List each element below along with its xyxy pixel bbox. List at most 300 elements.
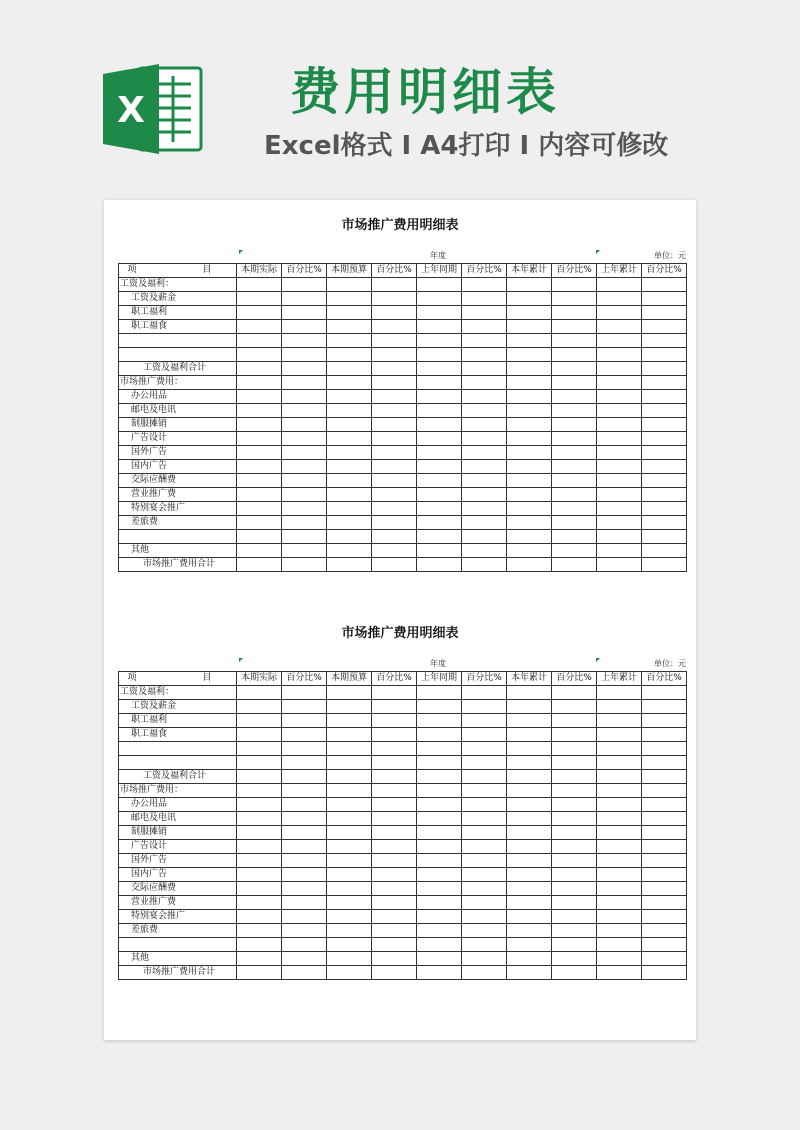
row-label-cell[interactable]: 工资及薪金: [119, 700, 237, 714]
value-cell[interactable]: [597, 826, 642, 840]
row-label-cell[interactable]: 特别宴会推广: [119, 910, 237, 924]
value-cell[interactable]: [372, 558, 417, 572]
value-cell[interactable]: [417, 686, 462, 700]
value-cell[interactable]: [237, 952, 282, 966]
value-cell[interactable]: [597, 812, 642, 826]
value-cell[interactable]: [552, 432, 597, 446]
column-header[interactable]: 百分比%: [462, 264, 507, 278]
value-cell[interactable]: [597, 292, 642, 306]
row-label-cell[interactable]: 特别宴会推广: [119, 502, 237, 516]
value-cell[interactable]: [642, 854, 687, 868]
value-cell[interactable]: [327, 376, 372, 390]
value-cell[interactable]: [417, 798, 462, 812]
value-cell[interactable]: [237, 882, 282, 896]
value-cell[interactable]: [507, 460, 552, 474]
value-cell[interactable]: [642, 700, 687, 714]
value-cell[interactable]: [237, 854, 282, 868]
value-cell[interactable]: [417, 362, 462, 376]
value-cell[interactable]: [417, 910, 462, 924]
value-cell[interactable]: [507, 362, 552, 376]
row-label-cell[interactable]: 办公用品: [119, 798, 237, 812]
column-header[interactable]: 本年累计: [507, 264, 552, 278]
value-cell[interactable]: [642, 530, 687, 544]
value-cell[interactable]: [282, 320, 327, 334]
row-label-cell[interactable]: 交际应酬费: [119, 882, 237, 896]
value-cell[interactable]: [237, 432, 282, 446]
value-cell[interactable]: [417, 516, 462, 530]
value-cell[interactable]: [597, 460, 642, 474]
value-cell[interactable]: [282, 728, 327, 742]
value-cell[interactable]: [327, 784, 372, 798]
value-cell[interactable]: [507, 840, 552, 854]
value-cell[interactable]: [417, 952, 462, 966]
row-label-cell[interactable]: [119, 530, 237, 544]
row-label-cell[interactable]: 市场推广费用：: [119, 784, 237, 798]
value-cell[interactable]: [327, 306, 372, 320]
value-cell[interactable]: [327, 502, 372, 516]
value-cell[interactable]: [237, 404, 282, 418]
value-cell[interactable]: [552, 278, 597, 292]
value-cell[interactable]: [372, 770, 417, 784]
value-cell[interactable]: [552, 812, 597, 826]
value-cell[interactable]: [372, 390, 417, 404]
value-cell[interactable]: [507, 882, 552, 896]
value-cell[interactable]: [282, 544, 327, 558]
row-label-cell[interactable]: [119, 756, 237, 770]
value-cell[interactable]: [327, 460, 372, 474]
value-cell[interactable]: [552, 910, 597, 924]
value-cell[interactable]: [327, 362, 372, 376]
value-cell[interactable]: [642, 292, 687, 306]
value-cell[interactable]: [327, 966, 372, 980]
row-label-cell[interactable]: 邮电及电讯: [119, 812, 237, 826]
value-cell[interactable]: [462, 558, 507, 572]
value-cell[interactable]: [552, 376, 597, 390]
value-cell[interactable]: [507, 306, 552, 320]
value-cell[interactable]: [372, 938, 417, 952]
value-cell[interactable]: [642, 488, 687, 502]
value-cell[interactable]: [327, 390, 372, 404]
value-cell[interactable]: [597, 306, 642, 320]
value-cell[interactable]: [507, 910, 552, 924]
row-label-cell[interactable]: 交际应酬费: [119, 474, 237, 488]
value-cell[interactable]: [327, 530, 372, 544]
column-header[interactable]: 百分比%: [462, 672, 507, 686]
value-cell[interactable]: [282, 516, 327, 530]
value-cell[interactable]: [462, 826, 507, 840]
value-cell[interactable]: [372, 530, 417, 544]
value-cell[interactable]: [642, 882, 687, 896]
value-cell[interactable]: [597, 516, 642, 530]
value-cell[interactable]: [372, 784, 417, 798]
value-cell[interactable]: [642, 952, 687, 966]
value-cell[interactable]: [552, 756, 597, 770]
value-cell[interactable]: [552, 882, 597, 896]
value-cell[interactable]: [462, 770, 507, 784]
value-cell[interactable]: [597, 938, 642, 952]
value-cell[interactable]: [597, 952, 642, 966]
value-cell[interactable]: [462, 966, 507, 980]
value-cell[interactable]: [507, 530, 552, 544]
value-cell[interactable]: [327, 558, 372, 572]
value-cell[interactable]: [372, 502, 417, 516]
value-cell[interactable]: [417, 334, 462, 348]
value-cell[interactable]: [642, 742, 687, 756]
value-cell[interactable]: [642, 502, 687, 516]
value-cell[interactable]: [462, 924, 507, 938]
value-cell[interactable]: [597, 376, 642, 390]
value-cell[interactable]: [597, 854, 642, 868]
value-cell[interactable]: [462, 700, 507, 714]
row-label-cell[interactable]: 工资及薪金: [119, 292, 237, 306]
value-cell[interactable]: [282, 334, 327, 348]
value-cell[interactable]: [507, 348, 552, 362]
row-label-cell[interactable]: 国内广告: [119, 868, 237, 882]
value-cell[interactable]: [462, 502, 507, 516]
value-cell[interactable]: [237, 544, 282, 558]
value-cell[interactable]: [552, 362, 597, 376]
value-cell[interactable]: [237, 714, 282, 728]
value-cell[interactable]: [327, 432, 372, 446]
row-label-cell[interactable]: 职工福食: [119, 320, 237, 334]
value-cell[interactable]: [507, 728, 552, 742]
value-cell[interactable]: [552, 686, 597, 700]
value-cell[interactable]: [462, 910, 507, 924]
column-header-item[interactable]: 项 目: [119, 264, 237, 278]
value-cell[interactable]: [417, 756, 462, 770]
value-cell[interactable]: [372, 278, 417, 292]
value-cell[interactable]: [597, 882, 642, 896]
value-cell[interactable]: [282, 460, 327, 474]
value-cell[interactable]: [507, 376, 552, 390]
value-cell[interactable]: [642, 798, 687, 812]
value-cell[interactable]: [417, 896, 462, 910]
value-cell[interactable]: [642, 868, 687, 882]
column-header[interactable]: 百分比%: [282, 264, 327, 278]
value-cell[interactable]: [642, 826, 687, 840]
value-cell[interactable]: [597, 714, 642, 728]
value-cell[interactable]: [507, 826, 552, 840]
value-cell[interactable]: [642, 896, 687, 910]
value-cell[interactable]: [417, 840, 462, 854]
value-cell[interactable]: [552, 952, 597, 966]
value-cell[interactable]: [282, 348, 327, 362]
value-cell[interactable]: [597, 348, 642, 362]
value-cell[interactable]: [597, 770, 642, 784]
row-label-cell[interactable]: 职工福食: [119, 728, 237, 742]
value-cell[interactable]: [282, 404, 327, 418]
value-cell[interactable]: [327, 728, 372, 742]
value-cell[interactable]: [642, 390, 687, 404]
value-cell[interactable]: [417, 728, 462, 742]
value-cell[interactable]: [597, 728, 642, 742]
value-cell[interactable]: [417, 882, 462, 896]
value-cell[interactable]: [417, 474, 462, 488]
value-cell[interactable]: [327, 756, 372, 770]
value-cell[interactable]: [642, 784, 687, 798]
value-cell[interactable]: [237, 530, 282, 544]
value-cell[interactable]: [462, 784, 507, 798]
value-cell[interactable]: [507, 966, 552, 980]
value-cell[interactable]: [552, 854, 597, 868]
value-cell[interactable]: [462, 882, 507, 896]
row-label-cell[interactable]: [119, 938, 237, 952]
value-cell[interactable]: [372, 418, 417, 432]
value-cell[interactable]: [237, 558, 282, 572]
row-label-cell[interactable]: 市场推广费用合计: [119, 558, 237, 572]
value-cell[interactable]: [552, 714, 597, 728]
value-cell[interactable]: [507, 502, 552, 516]
value-cell[interactable]: [642, 686, 687, 700]
value-cell[interactable]: [282, 558, 327, 572]
value-cell[interactable]: [372, 742, 417, 756]
value-cell[interactable]: [282, 446, 327, 460]
value-cell[interactable]: [462, 728, 507, 742]
value-cell[interactable]: [507, 770, 552, 784]
value-cell[interactable]: [237, 390, 282, 404]
value-cell[interactable]: [462, 686, 507, 700]
value-cell[interactable]: [327, 896, 372, 910]
value-cell[interactable]: [462, 952, 507, 966]
column-header-item[interactable]: 项 目: [119, 672, 237, 686]
value-cell[interactable]: [372, 756, 417, 770]
value-cell[interactable]: [507, 544, 552, 558]
value-cell[interactable]: [417, 854, 462, 868]
value-cell[interactable]: [552, 558, 597, 572]
value-cell[interactable]: [417, 278, 462, 292]
value-cell[interactable]: [462, 488, 507, 502]
value-cell[interactable]: [282, 854, 327, 868]
value-cell[interactable]: [552, 516, 597, 530]
value-cell[interactable]: [237, 474, 282, 488]
row-label-cell[interactable]: 工资及福利：: [119, 686, 237, 700]
value-cell[interactable]: [597, 742, 642, 756]
value-cell[interactable]: [237, 784, 282, 798]
value-cell[interactable]: [462, 530, 507, 544]
value-cell[interactable]: [372, 798, 417, 812]
value-cell[interactable]: [327, 488, 372, 502]
value-cell[interactable]: [597, 418, 642, 432]
value-cell[interactable]: [372, 446, 417, 460]
value-cell[interactable]: [237, 938, 282, 952]
value-cell[interactable]: [372, 362, 417, 376]
value-cell[interactable]: [282, 292, 327, 306]
value-cell[interactable]: [372, 306, 417, 320]
value-cell[interactable]: [462, 390, 507, 404]
value-cell[interactable]: [417, 320, 462, 334]
value-cell[interactable]: [417, 938, 462, 952]
value-cell[interactable]: [507, 938, 552, 952]
value-cell[interactable]: [642, 432, 687, 446]
value-cell[interactable]: [237, 840, 282, 854]
value-cell[interactable]: [642, 362, 687, 376]
value-cell[interactable]: [327, 826, 372, 840]
value-cell[interactable]: [642, 446, 687, 460]
value-cell[interactable]: [552, 488, 597, 502]
value-cell[interactable]: [462, 320, 507, 334]
value-cell[interactable]: [552, 446, 597, 460]
value-cell[interactable]: [417, 530, 462, 544]
value-cell[interactable]: [282, 882, 327, 896]
row-label-cell[interactable]: 国内广告: [119, 460, 237, 474]
value-cell[interactable]: [507, 320, 552, 334]
value-cell[interactable]: [597, 404, 642, 418]
value-cell[interactable]: [642, 376, 687, 390]
value-cell[interactable]: [282, 474, 327, 488]
value-cell[interactable]: [507, 896, 552, 910]
value-cell[interactable]: [507, 784, 552, 798]
value-cell[interactable]: [282, 798, 327, 812]
value-cell[interactable]: [462, 516, 507, 530]
value-cell[interactable]: [237, 826, 282, 840]
value-cell[interactable]: [327, 910, 372, 924]
value-cell[interactable]: [507, 446, 552, 460]
value-cell[interactable]: [552, 530, 597, 544]
row-label-cell[interactable]: 国外广告: [119, 446, 237, 460]
row-label-cell[interactable]: [119, 742, 237, 756]
value-cell[interactable]: [552, 390, 597, 404]
value-cell[interactable]: [282, 742, 327, 756]
value-cell[interactable]: [462, 460, 507, 474]
value-cell[interactable]: [507, 418, 552, 432]
value-cell[interactable]: [372, 854, 417, 868]
value-cell[interactable]: [552, 826, 597, 840]
value-cell[interactable]: [507, 714, 552, 728]
column-header[interactable]: 百分比%: [642, 672, 687, 686]
value-cell[interactable]: [327, 938, 372, 952]
value-cell[interactable]: [552, 544, 597, 558]
row-label-cell[interactable]: 职工福利: [119, 714, 237, 728]
row-label-cell[interactable]: 工资及福利合计: [119, 362, 237, 376]
value-cell[interactable]: [237, 278, 282, 292]
value-cell[interactable]: [372, 868, 417, 882]
value-cell[interactable]: [282, 756, 327, 770]
value-cell[interactable]: [282, 868, 327, 882]
value-cell[interactable]: [507, 404, 552, 418]
value-cell[interactable]: [417, 446, 462, 460]
value-cell[interactable]: [642, 278, 687, 292]
value-cell[interactable]: [237, 348, 282, 362]
value-cell[interactable]: [372, 334, 417, 348]
value-cell[interactable]: [327, 516, 372, 530]
value-cell[interactable]: [597, 446, 642, 460]
value-cell[interactable]: [417, 292, 462, 306]
value-cell[interactable]: [327, 446, 372, 460]
value-cell[interactable]: [552, 784, 597, 798]
value-cell[interactable]: [372, 840, 417, 854]
value-cell[interactable]: [597, 756, 642, 770]
value-cell[interactable]: [237, 798, 282, 812]
value-cell[interactable]: [282, 418, 327, 432]
value-cell[interactable]: [282, 714, 327, 728]
value-cell[interactable]: [237, 292, 282, 306]
value-cell[interactable]: [597, 488, 642, 502]
value-cell[interactable]: [552, 348, 597, 362]
value-cell[interactable]: [417, 558, 462, 572]
value-cell[interactable]: [417, 432, 462, 446]
value-cell[interactable]: [552, 868, 597, 882]
value-cell[interactable]: [327, 770, 372, 784]
value-cell[interactable]: [507, 390, 552, 404]
column-header[interactable]: 本期预算: [327, 264, 372, 278]
value-cell[interactable]: [282, 686, 327, 700]
value-cell[interactable]: [282, 376, 327, 390]
value-cell[interactable]: [642, 320, 687, 334]
value-cell[interactable]: [417, 924, 462, 938]
column-header[interactable]: 本期实际: [237, 672, 282, 686]
value-cell[interactable]: [327, 348, 372, 362]
value-cell[interactable]: [597, 686, 642, 700]
value-cell[interactable]: [462, 474, 507, 488]
value-cell[interactable]: [237, 376, 282, 390]
value-cell[interactable]: [552, 460, 597, 474]
value-cell[interactable]: [372, 376, 417, 390]
value-cell[interactable]: [462, 868, 507, 882]
value-cell[interactable]: [372, 952, 417, 966]
value-cell[interactable]: [597, 910, 642, 924]
value-cell[interactable]: [282, 502, 327, 516]
value-cell[interactable]: [597, 334, 642, 348]
value-cell[interactable]: [372, 544, 417, 558]
value-cell[interactable]: [642, 714, 687, 728]
value-cell[interactable]: [327, 812, 372, 826]
value-cell[interactable]: [642, 910, 687, 924]
value-cell[interactable]: [327, 882, 372, 896]
value-cell[interactable]: [597, 530, 642, 544]
value-cell[interactable]: [237, 334, 282, 348]
value-cell[interactable]: [282, 826, 327, 840]
value-cell[interactable]: [327, 686, 372, 700]
row-label-cell[interactable]: 差旅费: [119, 924, 237, 938]
value-cell[interactable]: [417, 826, 462, 840]
value-cell[interactable]: [552, 742, 597, 756]
value-cell[interactable]: [237, 306, 282, 320]
value-cell[interactable]: [462, 798, 507, 812]
value-cell[interactable]: [507, 334, 552, 348]
value-cell[interactable]: [642, 756, 687, 770]
value-cell[interactable]: [507, 558, 552, 572]
value-cell[interactable]: [417, 742, 462, 756]
value-cell[interactable]: [372, 910, 417, 924]
value-cell[interactable]: [237, 896, 282, 910]
row-label-cell[interactable]: 营业推广费: [119, 488, 237, 502]
value-cell[interactable]: [507, 812, 552, 826]
value-cell[interactable]: [417, 348, 462, 362]
row-label-cell[interactable]: 其他: [119, 544, 237, 558]
value-cell[interactable]: [372, 896, 417, 910]
value-cell[interactable]: [507, 432, 552, 446]
value-cell[interactable]: [372, 728, 417, 742]
value-cell[interactable]: [372, 700, 417, 714]
value-cell[interactable]: [372, 686, 417, 700]
value-cell[interactable]: [372, 714, 417, 728]
value-cell[interactable]: [462, 714, 507, 728]
value-cell[interactable]: [462, 348, 507, 362]
value-cell[interactable]: [372, 812, 417, 826]
value-cell[interactable]: [507, 742, 552, 756]
value-cell[interactable]: [372, 320, 417, 334]
row-label-cell[interactable]: 职工福利: [119, 306, 237, 320]
column-header[interactable]: 百分比%: [372, 264, 417, 278]
value-cell[interactable]: [282, 488, 327, 502]
value-cell[interactable]: [507, 474, 552, 488]
value-cell[interactable]: [462, 812, 507, 826]
value-cell[interactable]: [642, 404, 687, 418]
row-label-cell[interactable]: [119, 348, 237, 362]
value-cell[interactable]: [372, 516, 417, 530]
value-cell[interactable]: [372, 882, 417, 896]
value-cell[interactable]: [327, 868, 372, 882]
